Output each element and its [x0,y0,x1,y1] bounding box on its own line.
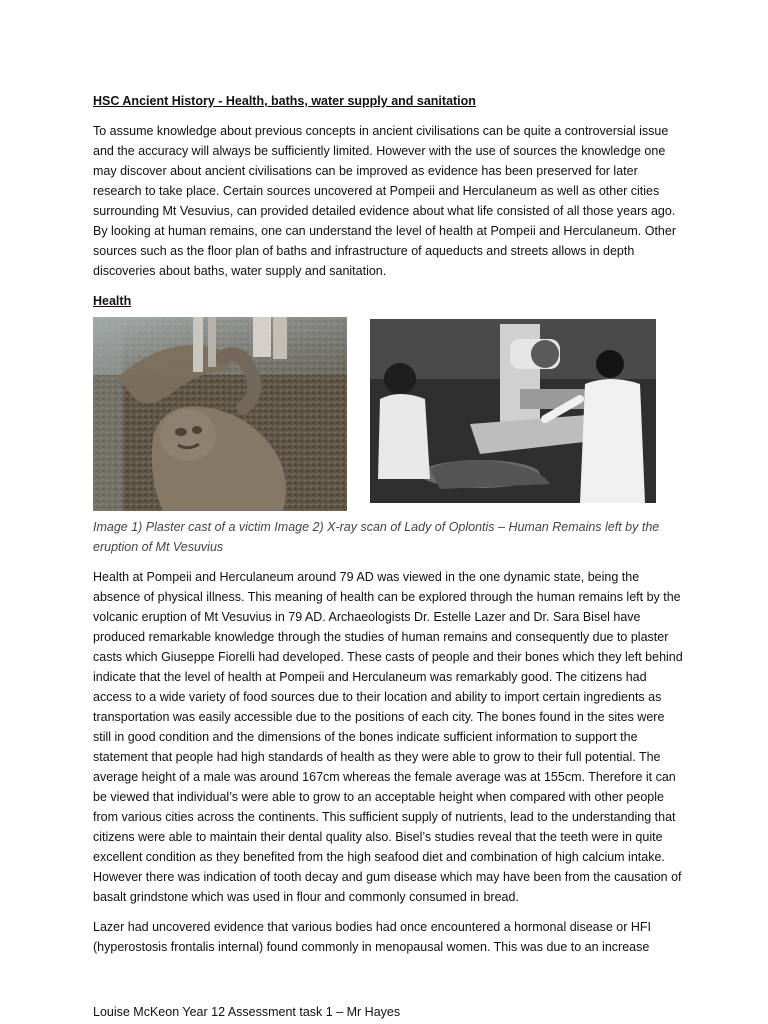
image-caption: Image 1) Plaster cast of a victim Image 2) X-ray scan of Lady of Oplontis – Human Remains left by the eruption of Mt Vesuvius [93,520,660,554]
intro-paragraph: To assume knowledge about previous concepts in ancient civilisations can be quite a controversial issue and the accuracy will always be sufficiently limited. However with the use of sources the knowledge one may discover about ancient civilisations can be improved as evidence has been preserved for later research to take place. Certain sources uncovered at Pompeii and Herculaneum as well as other cities surrounding Mt Vesuvius, can provided detailed evidence about what life consisted of all those years ago. By looking at human remains, one can understand the level of health at Pompeii and Herculaneum. Other sources such as the floor plan of baths and infrastructure of aqueducts and streets allows in depth discoveries about baths, water supply and sanitation. [93,124,676,278]
page-footer: Louise McKeon Year 12 Assessment task 1 – Mr Hayes [93,1005,401,1019]
x-ray-scan-illustration [370,319,656,503]
document-page [93,93,683,957]
health-paragraph-2: Lazer had uncovered evidence that various bodies had once encountered a hormonal disease or HFI (hyperostosis frontalis internal) found commonly in menopausal women. This was due to an increase [93,920,651,954]
image-row [93,317,683,513]
health-heading: Health [93,294,132,308]
document-title: HSC Ancient History - Health, baths, water supply and sanitation [93,94,476,108]
x-ray-scan-photo [370,319,656,503]
plaster-cast-photo [93,317,347,511]
health-paragraph-1: Health at Pompeii and Herculaneum around 79 AD was viewed in the one dynamic state, being the absence of physical illness. This meaning of health can be explored through the human remains left by the volcanic eruption of Mt Vesuvius in 79 AD. Archaeologists Dr. Estelle Lazer and Dr. Sara Bisel have produced remarkable knowledge through the studies of human remains and consequently due to plaster casts which Giuseppe Fiorelli had developed. These casts of people and their bones which they left behind indicate that the level of health at Pompeii and Herculaneum was remarkably good. The citizens had access to a wide variety of food sources due to their location and ability to import certain ingredients as transportation was easily accessible due to the positions of each city. The bones found in the sites were still in good condition and the dimensions of the bones indicate sufficient information to support the statement that people had high standards of health as they were able to grow to their full potential. The average height of a male was around 167cm whereas the female average was at 155cm. Therefore it can be viewed that individual’s were able to grow to an acceptable height when compared with other people from various cities across the continents. This sufficient supply of nutrients, lead to the understanding that citizens were able to maintain their dental quality also. Bisel’s studies reveal that the teeth were in quite excellent condition as they benefited from the high seafood diet and combination of high calcium intake. However there was indication of tooth decay and gum disease which may have been from the causation of basalt grindstone which was used in flour and commonly consumed in bread. [93,570,683,904]
plaster-cast-illustration [93,317,347,511]
